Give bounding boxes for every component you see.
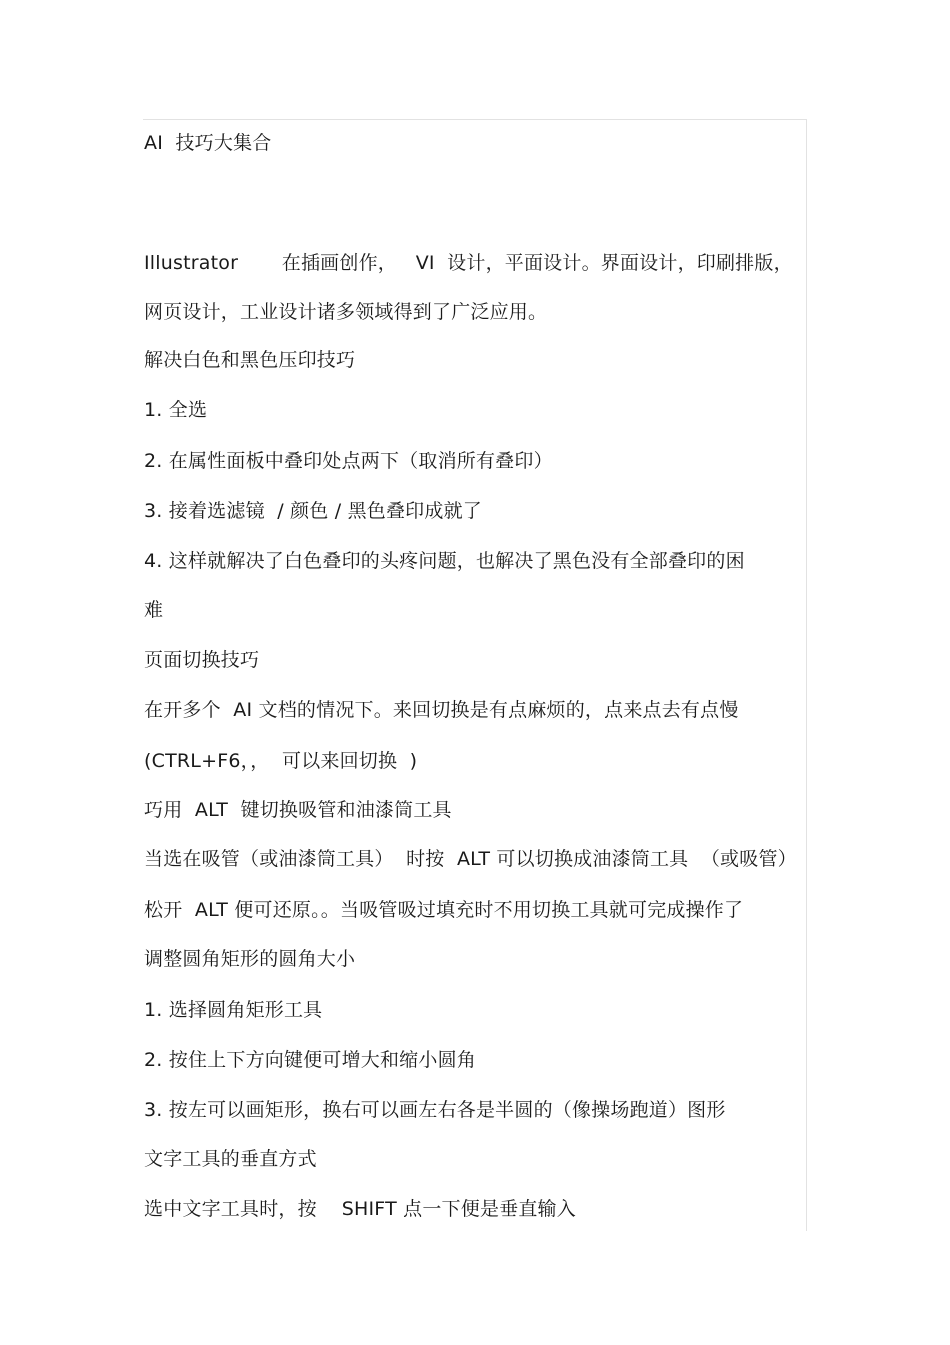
section-heading: 调整圆角矩形的圆角大小 [144, 948, 356, 970]
section-heading: 解决白色和黑色压印技巧 [144, 349, 356, 371]
section-heading: 页面切换技巧 [144, 649, 260, 671]
paragraph-line: 选中文字工具时，按 SHIFT 点一下便是垂直输入 [144, 1198, 576, 1220]
section-heading: 文字工具的垂直方式 [144, 1148, 317, 1170]
paragraph-line: 在开多个 AI 文档的情况下。来回切换是有点麻烦的，点来点去有点慢 [144, 699, 739, 721]
list-item: 2. 在属性面板中叠印处点两下（取消所有叠印） [144, 450, 553, 472]
paragraph-line: 网页设计，工业设计诸多领域得到了广泛应用。 [144, 301, 548, 323]
list-item-continuation: 难 [144, 599, 164, 621]
document-title: AI 技巧大集合 [144, 132, 272, 154]
section-heading: 巧用 ALT 键切换吸管和油漆筒工具 [144, 799, 452, 821]
list-item: 3. 按左可以画矩形，换右可以画左右各是半圆的（像操场跑道）图形 [144, 1099, 726, 1121]
paragraph-line: Illustrator 在插画创作， VI 设计，平面设计。界面设计，印刷排版， [144, 252, 793, 274]
list-item: 4. 这样就解决了白色叠印的头疼问题，也解决了黑色没有全部叠印的困 [144, 550, 745, 572]
paragraph-line: 松开 ALT 便可还原。。当吸管吸过填充时不用切换工具就可完成操作了 [144, 899, 744, 921]
list-item: 3. 接着选滤镜 / 颜色 / 黑色叠印成就了 [144, 500, 482, 522]
list-item: 1. 选择圆角矩形工具 [144, 999, 323, 1021]
list-item: 1. 全选 [144, 399, 208, 421]
paragraph-line: (CTRL+F6，， 可以来回切换 ) [144, 750, 418, 772]
list-item: 2. 按住上下方向键便可增大和缩小圆角 [144, 1049, 476, 1071]
paragraph-line: 当选在吸管（或油漆筒工具） 时按 ALT 可以切换成油漆筒工具 （或吸管） [144, 848, 797, 870]
